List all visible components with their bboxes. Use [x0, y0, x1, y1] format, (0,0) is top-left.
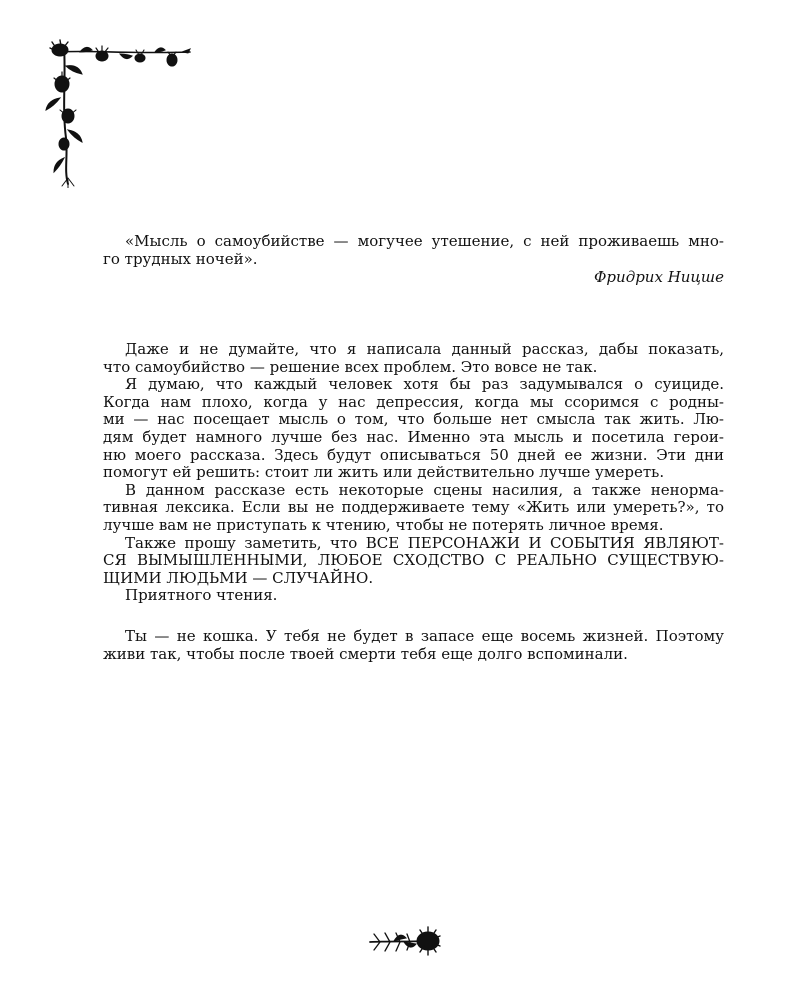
text-line: Я думаю, что каждый человек хотя бы раз задумывался о суициде. [125, 375, 724, 394]
epigraph-line: «Мысль о самоубийстве — могучее утешение, с ней проживаешь мно- [125, 232, 724, 250]
text-line: Также прошу заметить, что ВСЕ ПЕРСОНАЖИ И СОБЫТИЯ ЯВЛЯЮТ- [125, 533, 724, 552]
paragraph [103, 482, 724, 535]
text-line: ми — нас посещает мысль о том, что больше нет смысла так жить. Лю- [103, 410, 724, 429]
thistle-divider-ornament-icon [368, 924, 444, 958]
text-line: Даже и не думайте, что я написала данный рассказ, дабы показать, [125, 340, 724, 358]
thistle-corner-ornament-icon [40, 38, 200, 188]
paragraph [103, 535, 724, 588]
intro-text [103, 341, 724, 605]
text-line: тивная лексика. Если вы не поддерживаете тему «Жить или умереть?», то [103, 498, 724, 517]
closing-paragraph [103, 628, 724, 663]
text-line: дям будет намного лучше без нас. Именно эта мысль и посетила герои- [103, 427, 724, 446]
text-line: что самоубийство — решение всех проблем. Это вовсе не так. [103, 357, 598, 376]
paragraph [103, 376, 724, 482]
text-line: Когда нам плохо, когда у нас депрессия, когда мы ссоримся с родны- [103, 392, 724, 411]
paragraph [103, 587, 724, 605]
text-line: Ты — не кошка. У тебя не будет в запасе еще восемь жизней. Поэтому [125, 627, 724, 645]
text-line: живи так, чтобы после твоей смерти тебя еще долго вспоминали. [103, 644, 628, 663]
text-line: лучше вам не приступать к чтению, чтобы не потерять личное время. [103, 515, 664, 534]
epigraph [103, 233, 724, 287]
text-line: СЯ ВЫМЫШЛЕННЫМИ, ЛЮБОЕ СХОДСТВО С РЕАЛЬНО СУЩЕСТВУЮ- [103, 551, 724, 570]
epigraph-line: го трудных ночей». [103, 249, 258, 268]
epigraph-author: Фридрих Ницше [593, 268, 724, 287]
paragraph [103, 341, 724, 376]
text-line: Приятного чтения. [125, 586, 278, 605]
text-line: В данном рассказе есть некоторые сцены насилия, а также ненорма- [125, 480, 724, 499]
text-line: помогут ей решить: стоит ли жить или действительно лучше умереть. [103, 463, 665, 482]
text-line: ЩИМИ ЛЮДЬМИ — СЛУЧАЙНО. [103, 568, 374, 587]
text-line: ню моего рассказа. Здесь будут описываться 50 дней ее жизни. Эти дни [103, 445, 724, 464]
